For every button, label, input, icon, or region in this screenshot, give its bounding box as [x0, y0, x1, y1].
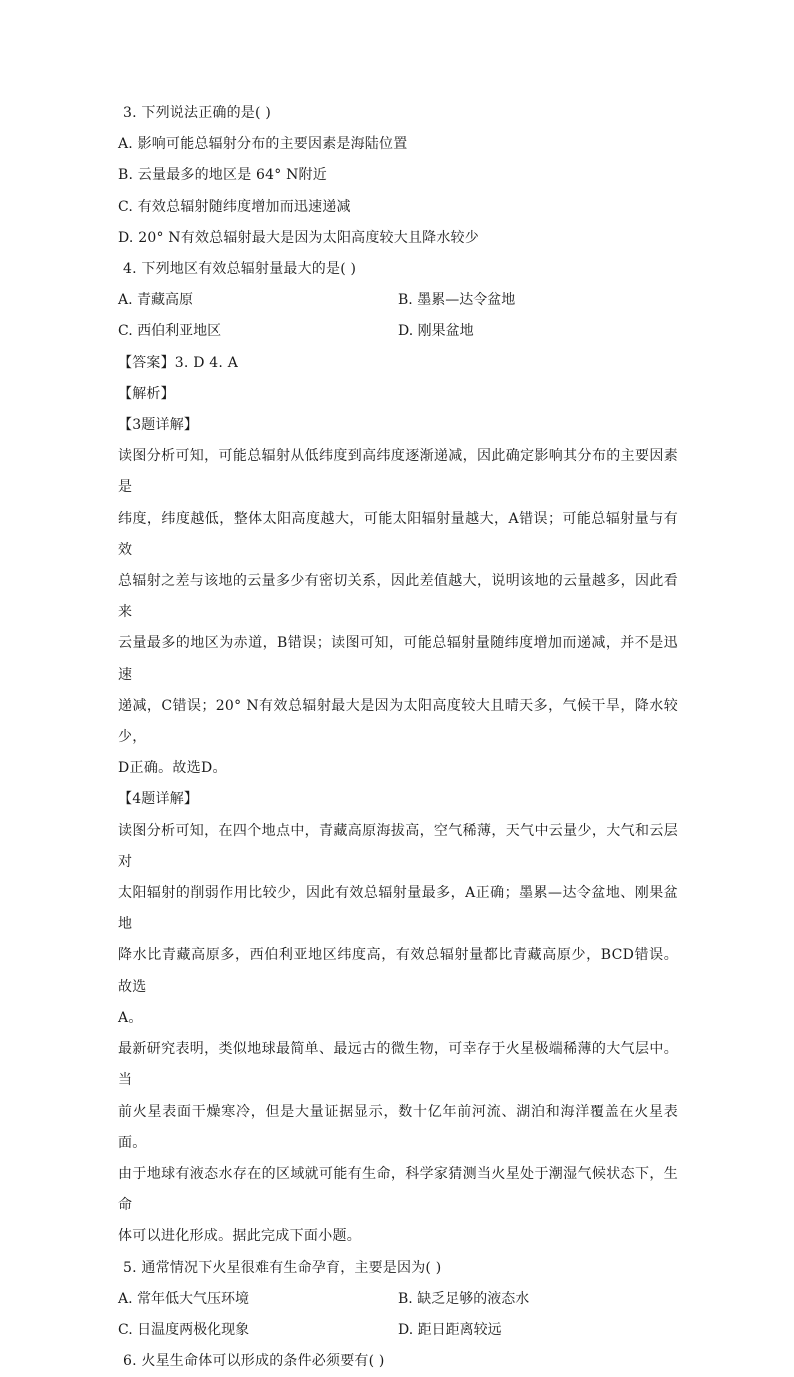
detail-3-line: 递减，C错误；20° N有效总辐射最大是因为太阳高度较大且晴天多，气候干旱，降水较少，: [118, 697, 678, 746]
detail-3-line: D正确。故选D。: [118, 760, 227, 777]
question-4-options-row-2: [118, 316, 678, 347]
detail-3-line: 读图分析可知，可能总辐射从低纬度到高纬度逐渐递减，因此确定影响其分布的主要因素是: [118, 448, 678, 496]
question-4-option-d: D. 刚果盆地: [398, 323, 474, 340]
question-5-option-b: B. 缺乏足够的液态水: [398, 1290, 530, 1307]
detail-4-line: 降水比青藏高原多，西伯利亚地区纬度高，有效总辐射量都比青藏高原少，BCD错误。故选: [118, 947, 678, 995]
question-5-options-row-1: [118, 1284, 678, 1315]
question-4-option-a: A. 青藏高原: [118, 292, 194, 309]
question-4-stem: 4. 下列地区有效总辐射量最大的是( ): [123, 261, 357, 278]
detail-4-line: A。: [118, 1009, 143, 1026]
detail-4-line: 太阳辐射的削弱作用比较少，因此有效总辐射量最多，A正确；墨累—达令盆地、刚果盆地: [118, 885, 678, 933]
passage-line: 最新研究表明，类似地球最简单、最远古的微生物，可幸存于火星极端稀薄的大气层中。当: [118, 1041, 678, 1089]
detail-3-heading: 【3题详解】: [118, 417, 199, 434]
detail-4-heading: 【4题详解】: [118, 791, 199, 808]
question-5-stem: 5. 通常情况下火星很难有生命孕育，主要是因为( ): [123, 1259, 442, 1276]
question-6-stem: 6. 火星生命体可以形成的条件必须要有( ): [123, 1353, 385, 1370]
analysis-heading: 【解析】: [118, 385, 175, 402]
question-4-option-c: C. 西伯利亚地区: [118, 323, 222, 340]
detail-3-line: 纬度，纬度越低，整体太阳高度越大，可能太阳辐射量越大，A错误；可能总辐射量与有效: [118, 510, 678, 558]
question-5-option-d: D. 距日距离较远: [398, 1321, 502, 1338]
question-4-option-b: B. 墨累—达令盆地: [398, 292, 516, 309]
question-4-options-row-1: [118, 285, 678, 316]
question-3-option-b: B. 云量最多的地区是 64° N附近: [118, 167, 327, 184]
passage-line: 体可以进化形成。据此完成下面小题。: [118, 1228, 362, 1245]
detail-3-line: 云量最多的地区为赤道，B错误；读图可知，可能总辐射量随纬度增加而递减，并不是迅速: [118, 635, 678, 683]
detail-3-line: 总辐射之差与该地的云量多少有密切关系，因此差值越大，说明该地的云量越多，因此看来: [118, 573, 678, 621]
question-5-option-a: A. 常年低大气压环境: [118, 1290, 250, 1307]
question-3-option-d: D. 20° N有效总辐射最大是因为太阳高度较大且降水较少: [118, 229, 479, 246]
document-page: [118, 98, 678, 1377]
reading-passage: [118, 1034, 678, 1252]
passage-line: 前火星表面干燥寒冷，但是大量证据显示，数十亿年前河流、湖泊和海洋覆盖在火星表面。: [118, 1103, 678, 1151]
detail-4-body: [118, 816, 678, 1034]
detail-3-body: [118, 441, 678, 784]
detail-4-line: 读图分析可知，在四个地点中，青藏高原海拔高，空气稀薄，天气中云量少，大气和云层对: [118, 822, 678, 870]
answer-line: 【答案】3. D 4. A: [118, 354, 239, 371]
question-5-option-c: C. 日温度两极化现象: [118, 1321, 250, 1338]
question-3-option-a: A. 影响可能总辐射分布的主要因素是海陆位置: [118, 136, 408, 153]
question-3-stem: 3. 下列说法正确的是( ): [123, 105, 271, 121]
question-3-option-c: C. 有效总辐射随纬度增加而迅速递减: [118, 198, 351, 215]
question-5-options-row-2: [118, 1315, 678, 1346]
passage-line: 由于地球有液态水存在的区域就可能有生命，科学家猜测当火星处于潮湿气候状态下，生命: [118, 1165, 678, 1214]
